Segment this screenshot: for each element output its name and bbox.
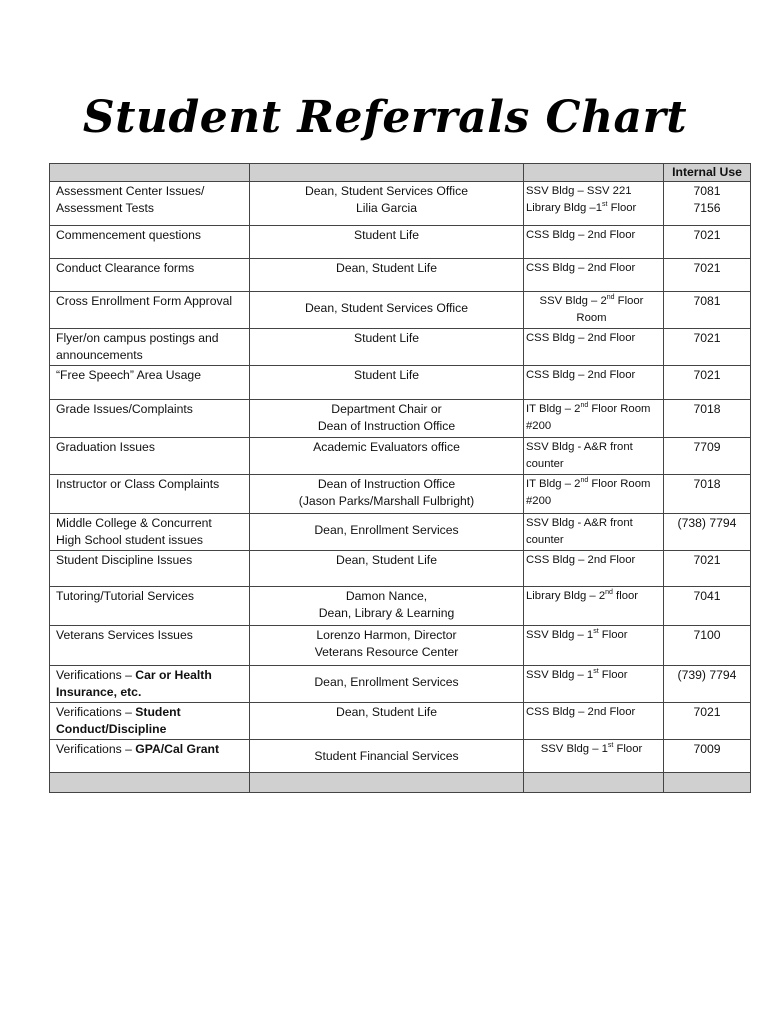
extension-text: 7081 <box>693 184 721 198</box>
location-text: SSV Bldg - A&R front <box>526 441 633 453</box>
location-text: Library Bldg –1st Floor <box>526 201 637 214</box>
issue-cell <box>50 226 250 259</box>
issue-text: Tutoring/Tutorial Services <box>56 589 194 603</box>
contact-cell <box>250 703 524 740</box>
extension-cell <box>664 626 751 666</box>
extension-cell <box>664 182 751 226</box>
footer-cell <box>250 773 524 793</box>
location-text: CSS Bldg – 2nd Floor <box>526 262 636 274</box>
table-row <box>50 703 751 740</box>
contact-cell <box>250 226 524 259</box>
issue-text: announcements <box>56 348 143 362</box>
issue-text: Student Discipline Issues <box>56 553 193 567</box>
contact-cell <box>250 400 524 438</box>
extension-text: 7021 <box>693 261 721 275</box>
location-text: SSV Bldg – 2nd Floor <box>539 294 644 307</box>
contact-text: Dean of Instruction Office <box>317 419 456 433</box>
extension-text: 7709 <box>693 440 721 454</box>
extension-cell <box>664 292 751 329</box>
extension-text: 7021 <box>693 228 721 242</box>
location-cell <box>524 475 664 514</box>
issue-text: Verifications – Student <box>56 705 181 719</box>
extension-cell <box>664 400 751 438</box>
extension-text: 7018 <box>693 402 721 416</box>
location-cell <box>524 182 664 226</box>
extension-cell <box>664 587 751 626</box>
extension-text: 7021 <box>693 368 721 382</box>
contact-text: Dean, Student Life <box>336 553 437 567</box>
contact-text: Student Life <box>353 228 420 242</box>
location-text: counter <box>526 534 564 546</box>
location-text: Library Bldg – 2nd floor <box>526 589 639 602</box>
location-text: SSV Bldg – SSV 221 <box>526 185 632 197</box>
issue-cell <box>50 587 250 626</box>
issue-text: Conduct/Discipline <box>56 722 167 736</box>
issue-text: High School student issues <box>56 533 204 547</box>
contact-text: Department Chair or <box>331 402 442 416</box>
extension-text: 7156 <box>693 201 721 215</box>
table-row <box>50 666 751 703</box>
footer-cell <box>664 773 751 793</box>
issue-text: Flyer/on campus postings and <box>56 331 219 345</box>
issue-cell <box>50 514 250 551</box>
location-cell <box>524 259 664 292</box>
extension-text: 7021 <box>693 331 721 345</box>
contact-text: Student Life <box>353 368 420 382</box>
location-cell <box>524 703 664 740</box>
contact-text: Dean, Student Life <box>336 705 437 719</box>
contact-text: Lorenzo Harmon, Director <box>316 628 457 642</box>
table-header-row <box>50 164 751 182</box>
location-cell <box>524 587 664 626</box>
extension-cell <box>664 666 751 703</box>
issue-cell <box>50 438 250 475</box>
issue-cell <box>50 551 250 587</box>
location-text: counter <box>526 458 564 470</box>
contact-cell <box>250 366 524 400</box>
contact-cell <box>250 666 524 703</box>
location-cell <box>524 226 664 259</box>
issue-text: Graduation Issues <box>56 440 155 454</box>
contact-cell <box>250 259 524 292</box>
table-row <box>50 438 751 475</box>
table-row <box>50 226 751 259</box>
location-cell <box>524 292 664 329</box>
contact-text: Damon Nance, <box>345 589 428 603</box>
extension-cell <box>664 259 751 292</box>
issue-text: Verifications – GPA/Cal Grant <box>56 742 220 756</box>
header-cell-contact <box>250 164 524 182</box>
header-internal-use: Internal Use <box>664 164 751 182</box>
contact-text: Student Life <box>353 331 420 345</box>
issue-text: Commencement questions <box>56 228 201 242</box>
location-text: CSS Bldg – 2nd Floor <box>526 229 636 241</box>
table-row <box>50 400 751 438</box>
table-row <box>50 475 751 514</box>
location-cell <box>524 400 664 438</box>
location-cell <box>524 666 664 703</box>
contact-text: Dean, Enrollment Services <box>314 523 459 537</box>
contact-cell <box>250 551 524 587</box>
contact-text: Dean, Library & Learning <box>318 606 455 620</box>
contact-cell <box>250 329 524 366</box>
extension-text: 7100 <box>693 628 721 642</box>
contact-text: Dean, Student Services Office <box>304 301 469 315</box>
table-row <box>50 514 751 551</box>
extension-cell <box>664 475 751 514</box>
footer-cell <box>524 773 664 793</box>
location-cell <box>524 551 664 587</box>
location-text: SSV Bldg - A&R front <box>526 517 633 529</box>
issue-cell <box>50 666 250 703</box>
issue-text: Assessment Center Issues/ <box>56 184 205 198</box>
extension-text: 7009 <box>693 742 721 756</box>
table-row <box>50 259 751 292</box>
extension-cell <box>664 703 751 740</box>
contact-text: Dean, Student Services Office <box>304 184 469 198</box>
extension-cell <box>664 740 751 773</box>
location-cell <box>524 438 664 475</box>
location-cell <box>524 514 664 551</box>
location-text: #200 <box>526 420 552 432</box>
issue-text: “Free Speech” Area Usage <box>56 368 201 382</box>
extension-text: 7018 <box>693 477 721 491</box>
contact-cell <box>250 292 524 329</box>
extension-cell <box>664 329 751 366</box>
contact-cell <box>250 475 524 514</box>
location-cell <box>524 626 664 666</box>
issue-cell <box>50 366 250 400</box>
extension-text: 7021 <box>693 553 721 567</box>
contact-cell <box>250 182 524 226</box>
issue-text: Grade Issues/Complaints <box>56 402 193 416</box>
contact-text: Student Financial Services <box>314 749 459 763</box>
extension-text: 7081 <box>693 294 721 308</box>
location-text: IT Bldg – 2nd Floor Room <box>526 477 651 490</box>
table-row <box>50 587 751 626</box>
table-row <box>50 626 751 666</box>
issue-cell <box>50 329 250 366</box>
location-text: SSV Bldg – 1st Floor <box>526 628 628 641</box>
location-text: CSS Bldg – 2nd Floor <box>526 332 636 344</box>
extension-text: (739) 7794 <box>677 668 737 682</box>
contact-text: Lilia Garcia <box>356 201 417 215</box>
contact-text: Dean of Instruction Office <box>317 477 456 491</box>
location-text: #200 <box>526 495 552 507</box>
location-text: SSV Bldg – 1st Floor <box>526 668 628 681</box>
issue-text: Conduct Clearance forms <box>56 261 195 275</box>
location-text: IT Bldg – 2nd Floor Room <box>526 402 651 415</box>
header-cell-issue <box>50 164 250 182</box>
footer-cell <box>50 773 250 793</box>
contact-text: Dean, Student Life <box>336 261 437 275</box>
issue-text: Veterans Services Issues <box>56 628 193 642</box>
issue-text: Assessment Tests <box>56 201 154 215</box>
issue-cell <box>50 703 250 740</box>
contact-cell <box>250 740 524 773</box>
issue-cell <box>50 400 250 438</box>
location-cell <box>524 366 664 400</box>
table-row <box>50 292 751 329</box>
table-row <box>50 740 751 773</box>
location-text: CSS Bldg – 2nd Floor <box>526 554 636 566</box>
table-row <box>50 182 751 226</box>
issue-cell <box>50 475 250 514</box>
page-title: Student Referrals Chart <box>82 92 688 143</box>
contact-text: Dean, Enrollment Services <box>314 675 459 689</box>
location-cell <box>524 740 664 773</box>
issue-cell <box>50 259 250 292</box>
referrals-table <box>49 163 751 793</box>
issue-text: Instructor or Class Complaints <box>56 477 220 491</box>
issue-cell <box>50 292 250 329</box>
contact-text: Veterans Resource Center <box>314 645 459 659</box>
issue-cell <box>50 626 250 666</box>
location-text: Room <box>576 312 607 324</box>
contact-cell <box>250 514 524 551</box>
extension-cell <box>664 226 751 259</box>
issue-text: Insurance, etc. <box>56 685 142 699</box>
contact-cell <box>250 587 524 626</box>
issue-text: Cross Enrollment Form Approval <box>56 294 233 308</box>
contact-cell <box>250 438 524 475</box>
table-footer-row <box>50 773 751 793</box>
extension-text: 7021 <box>693 705 721 719</box>
issue-text: Middle College & Concurrent <box>56 516 212 530</box>
location-text: SSV Bldg – 1st Floor <box>540 742 643 755</box>
extension-text: 7041 <box>693 589 721 603</box>
issue-text: Verifications – Car or Health <box>56 668 212 682</box>
issue-cell <box>50 740 250 773</box>
header-cell-location <box>524 164 664 182</box>
location-text: CSS Bldg – 2nd Floor <box>526 706 636 718</box>
extension-cell <box>664 514 751 551</box>
table-row <box>50 551 751 587</box>
location-text: CSS Bldg – 2nd Floor <box>526 369 636 381</box>
extension-cell <box>664 438 751 475</box>
table-row <box>50 329 751 366</box>
issue-cell <box>50 182 250 226</box>
location-cell <box>524 329 664 366</box>
extension-cell <box>664 366 751 400</box>
contact-cell <box>250 626 524 666</box>
extension-text: (738) 7794 <box>677 516 737 530</box>
contact-text: Academic Evaluators office <box>313 440 460 454</box>
contact-text: (Jason Parks/Marshall Fulbright) <box>298 494 475 508</box>
table-row <box>50 366 751 400</box>
extension-cell <box>664 551 751 587</box>
